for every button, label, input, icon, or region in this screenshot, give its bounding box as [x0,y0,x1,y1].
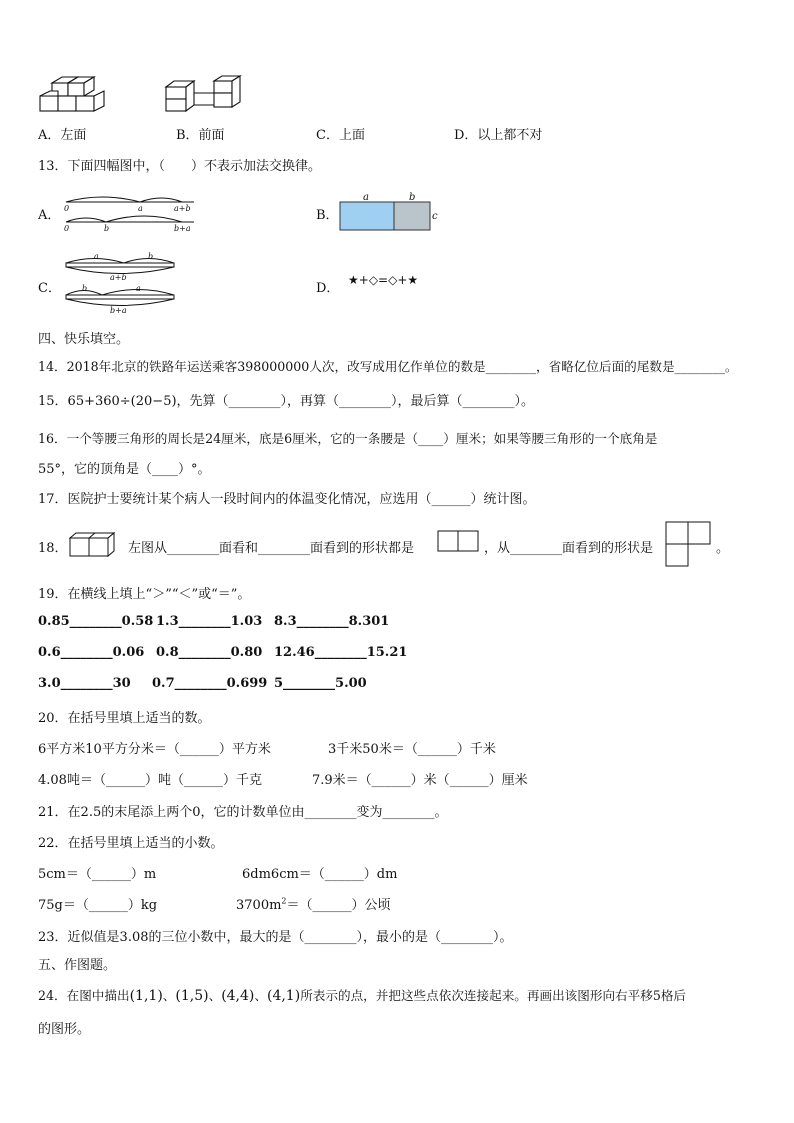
q19-row3-item1: 3.0________30 [38,676,131,691]
q19-row2-item2: 0.8________0.80 [156,645,263,660]
rect-part-a [340,202,394,230]
q15-number: 15． [38,394,68,409]
q24-point-4: (4,1) [266,988,301,1004]
q13-option-c-label: C． [38,281,61,296]
q16-line-2: 55°，它的顶角是（____）°。 [38,462,211,477]
q13-c-label-a: a [94,252,99,261]
q20-line1-b: 3千米50米＝（______）千米 [328,742,496,757]
cube-stack-figure-right [164,75,254,115]
q19-row3-item3: 5________5.00 [274,676,367,691]
q13-option-a-label: A． [38,208,61,223]
q24-point-1: (1,1) [129,988,163,1004]
q12-option-d: D．以上都不对 [454,128,543,143]
q22-area-rest: ＝（______）公顷 [286,898,391,913]
q13-option-b-figure [338,190,448,234]
q15-line [38,390,534,409]
q13-b-label-a: a [363,192,369,203]
q13-a-label-b: b [104,224,110,233]
q24-sep-3: 、 [254,988,267,1003]
q13-option-d-expression: ★+◇=◇+★ [348,273,419,287]
q24-rest: 所表示的点，并把这些点依次连接起来。再画出该图形向右平移5格后 [300,988,687,1003]
q21-text: 21．在2.5的末尾添上两个0，它的计数单位由________变为________。 [38,805,448,820]
q19-stem: 19．在横线上填上“＞”“＜”或“＝”。 [38,587,251,602]
q24-line-2: 的图形。 [38,1022,91,1037]
q22-line1-a: 5cm＝（______）m [38,867,157,882]
q13-c-label-b: b [148,252,154,261]
q19-row2-item1: 0.6________0.06 [38,645,145,660]
q13-c-label-apb: a+b [110,273,127,282]
q13-option-c-figure [62,250,182,316]
q20-stem: 20．在括号里填上适当的数。 [38,711,211,726]
q13-a-label-apb: a+b [174,204,191,213]
q13-c-label-bpa: b+a [110,306,127,315]
q16-line-1: 16．一个等腰三角形的周长是24厘米，底是6厘米，它的一条腰是（____）厘米；如果等腰三角形的一个底角是 [38,431,658,446]
q13-option-b-label: B． [316,208,339,223]
q24-point-3: (4,4) [221,988,255,1004]
q22-line1-b: 6dm6cm＝（______）dm [242,867,398,882]
cube-stack-figure-left [38,75,108,115]
q20-line1-a: 6平方米10平方分米＝（______）平方米 [38,742,271,757]
q14-text: 14．2018年北京的铁路年运送乘客398000000人次，改写成用亿作单位的数是________，省略亿位后面的尾数是________。 [38,359,738,374]
q18-number: 18． [38,541,68,556]
q13-a-label-a: a [138,204,143,213]
q19-row1-item2: 1.3________1.03 [156,614,263,629]
q19-row2-item3: 12.46________15.21 [274,645,408,660]
q23-text: 23．近似值是3.08的三位小数中，最大的是（________），最小的是（________）。 [38,930,513,945]
q22-stem: 22．在括号里填上适当的小数。 [38,836,224,851]
section-5-heading: 五、作图题。 [38,958,117,973]
q12-option-b: B．前面 [176,128,225,143]
q18-view-two-squares [437,530,481,554]
q19-row3-item2: 0.7________0.699 [152,676,268,691]
q20-line2-a: 4.08吨＝（______）吨（______）千克 [38,773,262,788]
q18-text-2: ，从________面看到的形状是 [484,541,654,556]
q13-stem: 13．下面四幅图中，（ ）不表示加法交换律。 [38,159,322,174]
q22-line2-b [236,894,391,913]
q13-c-label-b2: b [82,284,88,293]
q15-text: ，先算（________），再算（________），最后算（________）。 [176,394,535,409]
q13-a-label-0: 0 [64,204,70,213]
q13-b-label-b: b [409,192,416,203]
q13-c-label-a2: a [136,284,141,293]
section-4-heading: 四、快乐填空。 [38,332,130,347]
q18-text-1: 左图从________面看和________面看到的形状都是 [128,541,415,556]
q24-sep-2: 、 [208,988,222,1003]
q13-a-label-0b: 0 [64,224,70,233]
q24-sep-1: 、 [162,988,176,1003]
q15-expression: 65+360÷(20−5) [67,394,177,409]
q13-a-label-bpa: b+a [174,224,191,233]
q24-intro: 24．在图中描出 [38,988,130,1003]
q24-line-1 [38,985,686,1004]
q18-cubes-figure [68,530,128,560]
q12-option-c: C．上面 [316,128,365,143]
q17-text: 17．医院护士要统计某个病人一段时间内的体温变化情况，应选用（______）统计图。 [38,492,536,507]
q24-point-2: (1,5) [175,988,209,1004]
q12-option-a: A．左面 [38,128,87,143]
q22-area-value: 3700m [236,898,282,913]
q19-row1-item1: 0.85________0.58 [38,614,154,629]
q18-text-3: 。 [716,541,730,556]
rect-part-b [394,202,430,230]
q20-line2-b: 7.9米＝（______）米（______）厘米 [312,773,528,788]
q13-b-label-c: c [432,211,438,222]
q22-line2-a: 75g＝（______）kg [38,898,158,913]
q13-option-a-figure [62,190,202,234]
q18-view-l-shape [665,520,713,568]
q22-area-exponent: 2 [281,896,287,906]
q19-row1-item3: 8.3________8.301 [274,614,390,629]
q13-option-d-label: D． [316,281,340,296]
